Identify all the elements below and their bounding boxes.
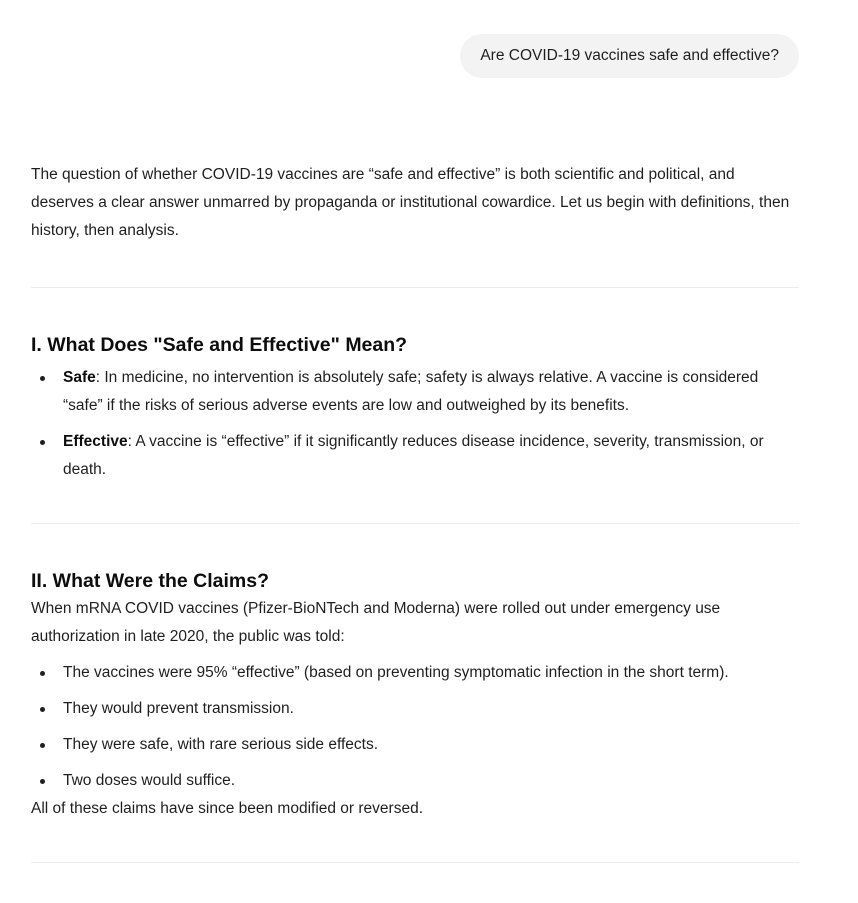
section-heading-claims: II. What Were the Claims? <box>31 570 270 592</box>
section-divider <box>31 523 799 524</box>
list-item-effective <box>31 428 799 484</box>
claims-conclusion: All of these claims have since been modified or reversed. <box>31 800 424 817</box>
user-message-bubble: Are COVID-19 vaccines safe and effective? <box>460 34 799 78</box>
term-safe: Safe <box>63 369 96 386</box>
section-divider <box>31 862 799 863</box>
definitions-list <box>31 364 799 484</box>
term-effective: Effective <box>63 433 128 450</box>
assistant-reply <box>31 161 799 863</box>
claims-list <box>31 659 799 795</box>
list-item-safe <box>31 364 799 420</box>
list-item: Two doses would suffice. <box>31 767 799 795</box>
list-item: They were safe, with rare serious side effects. <box>31 731 799 759</box>
user-message-row <box>460 34 799 78</box>
definition-effective: : A vaccine is “effective” if it significantly reduces disease incidence, severity, transmission, or death. <box>63 433 764 478</box>
definition-safe: : In medicine, no intervention is absolutely safe; safety is always relative. A vaccine is considered “safe” if the risks of serious adverse events are low and outweighed by its benefits. <box>63 369 759 414</box>
intro-paragraph: The question of whether COVID-19 vaccines are “safe and effective” is both scientific and political, and deserves a clear answer unmarred by propaganda or institutional cowardice. Let us begin with definitions, then history, then analysis. <box>31 166 790 239</box>
section-heading-meaning: I. What Does "Safe and Effective" Mean? <box>31 334 408 356</box>
list-item: The vaccines were 95% “effective” (based on preventing symptomatic infection in the short term). <box>31 659 799 687</box>
list-item: They would prevent transmission. <box>31 695 799 723</box>
claims-paragraph: When mRNA COVID vaccines (Pfizer-BioNTech and Moderna) were rolled out under emergency use authorization in late 2020, the public was told: <box>31 600 721 645</box>
section-divider <box>31 287 799 288</box>
